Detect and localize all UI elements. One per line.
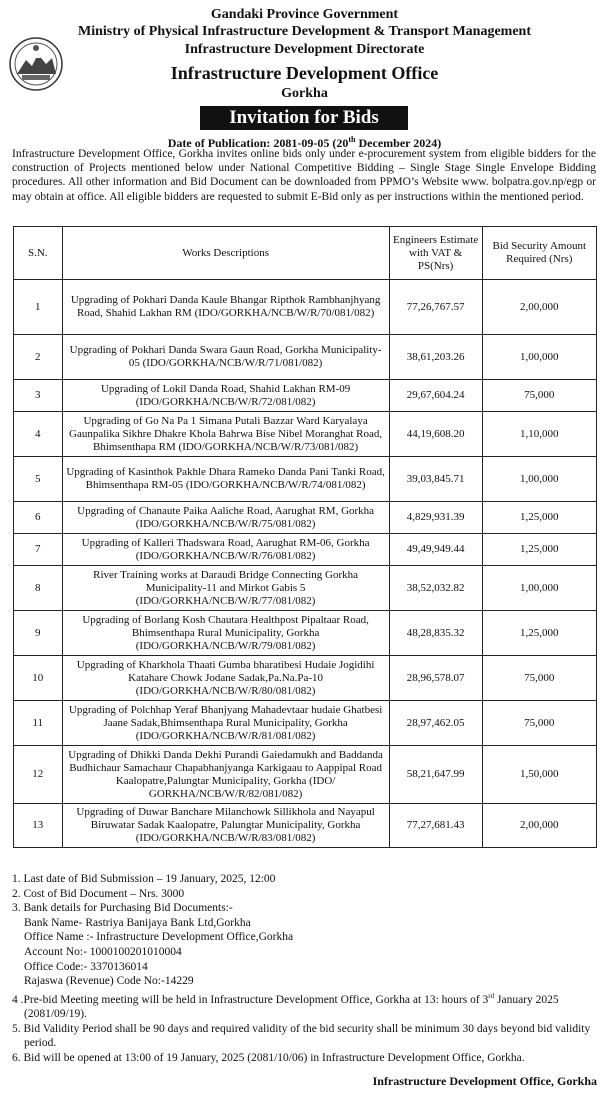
table-row — [14, 656, 597, 701]
row-security: 1,00,000 — [482, 566, 596, 611]
row-sn: 12 — [14, 746, 63, 804]
publication-date: Date of Publication: 2081-09-05 (20th December 2024) — [167, 135, 442, 150]
table-row — [14, 502, 597, 534]
account-number: Account No:- 1000100201010004 — [24, 945, 182, 958]
row-sn: 13 — [14, 804, 63, 848]
row-estimate: 28,97,462.05 — [389, 701, 482, 746]
office-title: Infrastructure Development Office — [170, 63, 439, 83]
table-row — [14, 335, 597, 380]
row-security: 2,00,000 — [482, 804, 596, 848]
row-security: 1,25,000 — [482, 611, 596, 656]
header-sn: S.N. — [14, 227, 63, 280]
row-sn: 4 — [14, 412, 63, 457]
row-security: 2,00,000 — [482, 280, 596, 335]
row-estimate: 38,61,203.26 — [389, 335, 482, 380]
row-estimate: 77,26,767.57 — [389, 280, 482, 335]
office-name: Office Name :- Infrastructure Development Office,Gorkha — [24, 931, 294, 944]
row-description: Upgrading of Go Na Pa 1 Simana Putali Bazzar Ward Karyalaya Gaunpalika Sikhre Dhakre Khola Bahrwa Bise Nibel Moranghat Road, Bhimsenthapa RM (IDO/GORKHA/NCB/W/R/73/081/082) — [62, 412, 389, 457]
note-bid-validity: 5. Bid Validity Period shall be 90 days and required validity of the bid security shall be minimum 30 days beyond bid validity period. — [12, 1022, 591, 1050]
table-row — [14, 701, 597, 746]
header-engineers-estimate: Engineers Estimate with VAT & PS(Nrs) — [389, 227, 482, 280]
notes-section — [12, 872, 600, 1066]
header-works-descriptions: Works Descriptions — [62, 227, 389, 280]
table-row — [14, 804, 597, 848]
row-sn: 2 — [14, 335, 63, 380]
row-description: Upgrading of Borlang Kosh Chautara Healthpost Pipaltaar Road, Bhimsenthapa Rural Municipality, Gorkha (IDO/GORKHA/NCB/W/R/79/081/082) — [62, 611, 389, 656]
row-security: 1,25,000 — [482, 502, 596, 534]
row-sn: 7 — [14, 534, 63, 566]
row-description: Upgrading of Kharkhola Thaati Gumba bharatibesi Hudaie Jogidihi Katahare Chowk Jodane Sadak,Pa.Na.Pa-10 (IDO/GORKHA/NCB/W/R/80/081/082) — [62, 656, 389, 701]
row-description: Upgrading of Kalleri Thadswara Road, Aarughat RM-06, Gorkha (IDO/GORKHA/NCB/W/R/76/081/082) — [62, 534, 389, 566]
row-description: Upgrading of Lokil Danda Road, Shahid Lakhan RM-09 (IDO/GORKHA/NCB/W/R/72/081/082) — [62, 380, 389, 412]
row-estimate: 77,27,681.43 — [389, 804, 482, 848]
row-estimate: 4,829,931.39 — [389, 502, 482, 534]
row-description: Upgrading of Dhikki Danda Dekhi Purandi Gaiedamukh and Baddanda Budhichaur Samachaur Chapabhanjyanga Karkigaau to Aappipal Road Kaalopatre,Palungtar Municipality, Gorkha (IDO/ GORKHA/NCB/W/R/82/081/082) — [62, 746, 389, 804]
row-security: 1,00,000 — [482, 335, 596, 380]
row-description: Upgrading of Polchhap Yeraf Bhanjyang Mahadevtaar hudaie Ghatbesi Jaane Sadak,Bhimsenthapa Rural Municipality, Gorkha (IDO/GORKHA/NCB/W/R/81/081/082) — [62, 701, 389, 746]
row-sn: 3 — [14, 380, 63, 412]
ministry-title: Ministry of Physical Infrastructure Development & Transport Management — [78, 24, 531, 39]
row-estimate: 39,03,845.71 — [389, 457, 482, 502]
row-security: 75,000 — [482, 656, 596, 701]
bids-table — [13, 226, 597, 848]
row-security: 1,50,000 — [482, 746, 596, 804]
row-sn: 6 — [14, 502, 63, 534]
row-estimate: 44,19,608.20 — [389, 412, 482, 457]
row-sn: 1 — [14, 280, 63, 335]
table-row — [14, 380, 597, 412]
row-estimate: 49,49,949.44 — [389, 534, 482, 566]
intro-paragraph: Infrastructure Development Office, Gorkha invites online bids only under e-procurement system from eligible bidders for the construction of Projects mentioned below under National Competitive Bidding – Single Stage Single Envelope Bidding procedures. All other information and Bid Document can be downloaded from PPMO’s Website www. bolpatra.gov.np/egp or may obtain at office. All eligible bidders are requested to submit E-Bid only as per instructions within the mentioned period. — [12, 148, 596, 203]
signature-office: Infrastructure Development Office, Gorkha — [372, 1074, 597, 1088]
table-row — [14, 746, 597, 804]
table-row — [14, 412, 597, 457]
row-security: 75,000 — [482, 701, 596, 746]
row-sn: 8 — [14, 566, 63, 611]
row-security: 1,00,000 — [482, 457, 596, 502]
province-title: Gandaki Province Government — [210, 7, 399, 22]
row-sn: 5 — [14, 457, 63, 502]
row-estimate: 58,21,647.99 — [389, 746, 482, 804]
table-row — [14, 280, 597, 335]
note-document-cost: 2. Cost of Bid Document – Nrs. 3000 — [12, 887, 185, 900]
note-prebid-meeting: 4 .Pre-bid Meeting meeting will be held in Infrastructure Development Office, Gorkha at 13: hours of 3rd January 2025 (2081/09/19). — [12, 991, 559, 1021]
office-code: Office Code:- 3370136014 — [24, 960, 148, 973]
row-description: Upgrading of Pokhari Danda Kaule Bhangar Ripthok Rambhanjhyang Road, Shahid Lakhan RM (IDO/GORKHA/NCB/W/R/70/081/082) — [62, 280, 389, 335]
row-security: 75,000 — [482, 380, 596, 412]
row-sn: 10 — [14, 656, 63, 701]
table-row — [14, 611, 597, 656]
row-description: Upgrading of Kasinthok Pakhle Dhara Rameko Danda Pani Tanki Road, Bhimsenthapa RM-05 (IDO/GORKHA/NCB/W/R/74/081/082) — [62, 457, 389, 502]
note-bid-opening: 6. Bid will be opened at 13:00 of 19 January, 2025 (2081/10/06) in Infrastructure Development Office, Gorkha. — [12, 1051, 525, 1064]
row-sn: 11 — [14, 701, 63, 746]
row-description: Upgrading of Pokhari Danda Swara Gaun Road, Gorkha Municipality-05 (IDO/GORKHA/NCB/W/R/71/081/082) — [62, 335, 389, 380]
invitation-banner: Invitation for Bids — [200, 106, 408, 130]
table-header-row — [14, 227, 597, 280]
row-security: 1,25,000 — [482, 534, 596, 566]
row-description: River Training works at Daraudi Bridge Connecting Gorkha Municipality-11 and Mirkot Gabis 5 (IDO/GORKHA/NCB/W/R/77/081/082) — [62, 566, 389, 611]
bank-name: Bank Name- Rastriya Banijaya Bank Ltd,Gorkha — [24, 916, 251, 929]
directorate-title: Infrastructure Development Directorate — [184, 42, 425, 57]
row-estimate: 29,67,604.24 — [389, 380, 482, 412]
row-description: Upgrading of Duwar Banchare Milanchowk Sillikhola and Nayapul Biruwatar Sadak Kaalopatre, Palungtar Municipality, Gorkha (IDO/GORKHA/NCB/W/R/83/081/082) — [62, 804, 389, 848]
district-title: Gorkha — [281, 86, 328, 101]
row-security: 1,10,000 — [482, 412, 596, 457]
table-row — [14, 566, 597, 611]
row-estimate: 38,52,032.82 — [389, 566, 482, 611]
header-bid-security: Bid Security Amount Required (Nrs) — [482, 227, 596, 280]
row-description: Upgrading of Chanaute Paika Aaliche Road, Aarughat RM, Gorkha (IDO/GORKHA/NCB/W/R/75/081/082) — [62, 502, 389, 534]
note-submission-date: 1. Last date of Bid Submission – 19 January, 2025, 12:00 — [12, 873, 276, 885]
table-row — [14, 457, 597, 502]
note-bank-details: 3. Bank details for Purchasing Bid Documents:- — [12, 902, 233, 915]
row-estimate: 48,28,835.32 — [389, 611, 482, 656]
table-row — [14, 534, 597, 566]
row-sn: 9 — [14, 611, 63, 656]
revenue-code: Rajaswa (Revenue) Code No:-14229 — [24, 975, 194, 988]
row-estimate: 28,96,578.07 — [389, 656, 482, 701]
